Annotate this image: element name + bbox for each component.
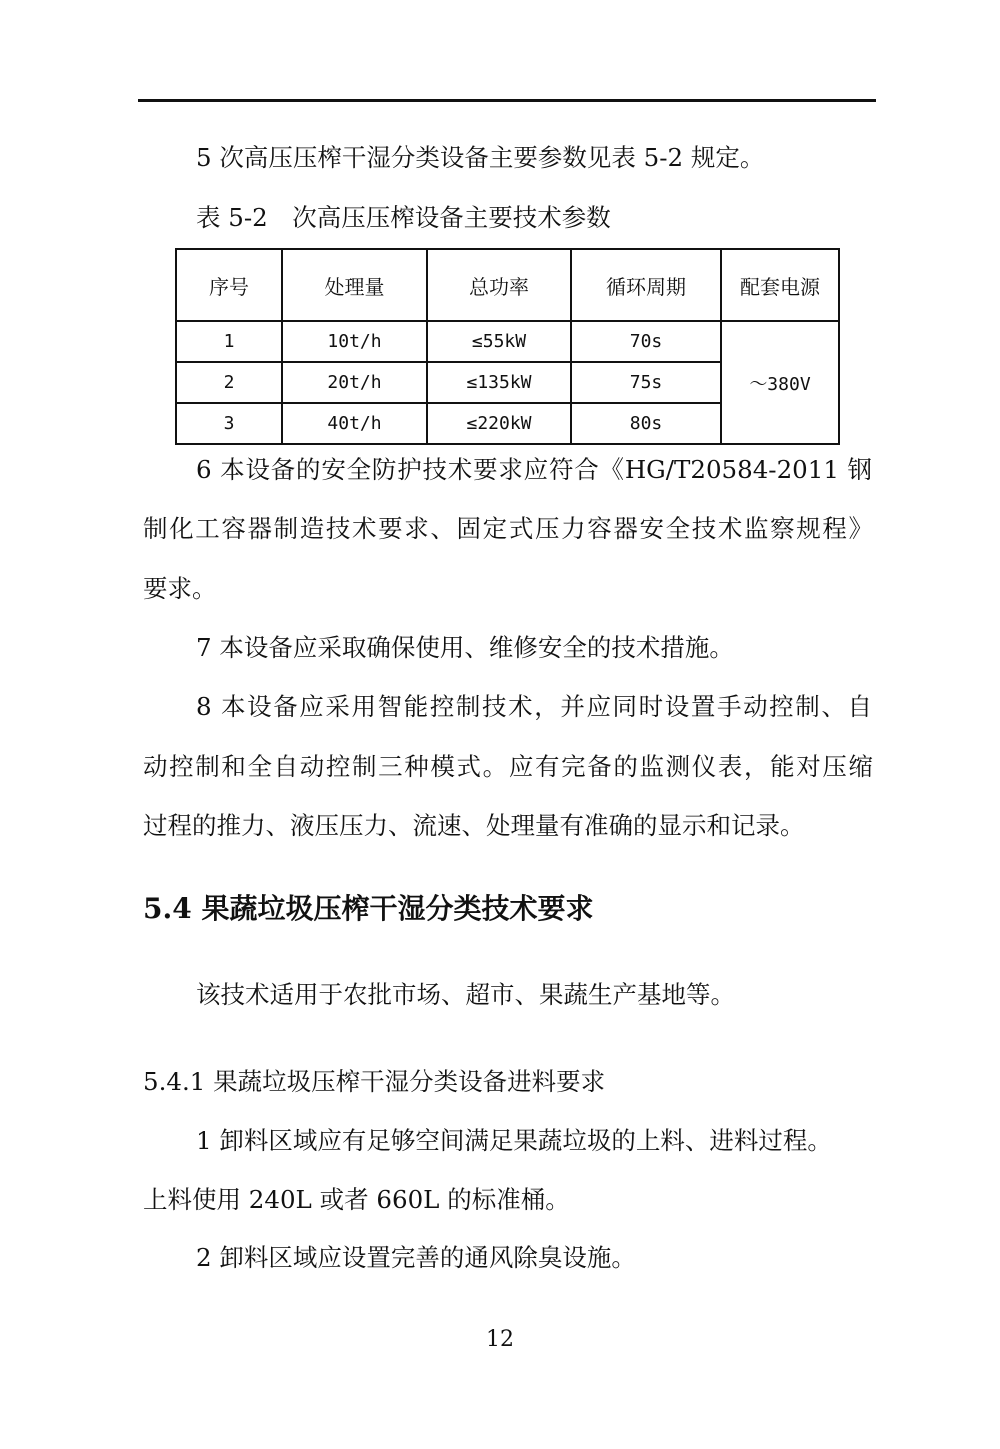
paragraph-8-line-1: 8 本设备应采用智能控制技术，并应同时设置手动控制、自 — [196, 692, 872, 721]
cell-cycle: 80s — [571, 403, 721, 444]
cell-cycle: 70s — [571, 321, 721, 362]
header-cycle: 循环周期 — [571, 249, 721, 321]
item-2: 2 卸料区域应设置完善的通风除臭设施。 — [196, 1243, 636, 1272]
cell-no: 2 — [176, 362, 282, 403]
parameter-table — [175, 248, 840, 445]
paragraph-7: 7 本设备应采取确保使用、维修安全的技术措施。 — [196, 633, 734, 662]
cell-capacity: 40t/h — [282, 403, 427, 444]
paragraph-8-line-2: 动控制和全自动控制三种模式。应有完备的监测仪表，能对压缩 — [143, 752, 873, 781]
cell-capacity: 20t/h — [282, 362, 427, 403]
paragraph-6-line-3: 要求。 — [143, 574, 217, 603]
cell-power-supply: ～380V — [721, 321, 839, 444]
table-caption: 表 5-2 次高压压榨设备主要技术参数 — [196, 203, 611, 232]
paragraph-6-line-2: 制化工容器制造技术要求、固定式压力容器安全技术监察规程》 — [143, 514, 873, 543]
cell-no: 1 — [176, 321, 282, 362]
header-no: 序号 — [176, 249, 282, 321]
paragraph-5: 5 次高压压榨干湿分类设备主要参数见表 5-2 规定。 — [196, 143, 765, 172]
paragraph-6-line-1: 6 本设备的安全防护技术要求应符合《HG/T20584-2011 钢 — [196, 455, 872, 484]
cell-capacity: 10t/h — [282, 321, 427, 362]
item-1-line-1: 1 卸料区域应有足够空间满足果蔬垃圾的上料、进料过程。 — [196, 1126, 832, 1155]
cell-power: ≤135kW — [427, 362, 571, 403]
cell-power: ≤220kW — [427, 403, 571, 444]
section-heading: 5.4 果蔬垃圾压榨干湿分类技术要求 — [143, 892, 594, 925]
page-number: 12 — [486, 1327, 514, 1352]
table-row — [176, 321, 839, 362]
item-1-line-2: 上料使用 240L 或者 660L 的标准桶。 — [143, 1185, 570, 1214]
header-capacity: 处理量 — [282, 249, 427, 321]
subsection-heading: 5.4.1 果蔬垃圾压榨干湿分类设备进料要求 — [143, 1067, 606, 1096]
cell-no: 3 — [176, 403, 282, 444]
header-power: 总功率 — [427, 249, 571, 321]
header-rule — [138, 99, 876, 102]
table-header-row — [176, 249, 839, 321]
header-power-supply: 配套电源 — [721, 249, 839, 321]
cell-cycle: 75s — [571, 362, 721, 403]
paragraph-8-line-3: 过程的推力、液压压力、流速、处理量有准确的显示和记录。 — [143, 811, 805, 840]
scope-paragraph: 该技术适用于农批市场、超市、果蔬生产基地等。 — [196, 980, 735, 1009]
cell-power: ≤55kW — [427, 321, 571, 362]
